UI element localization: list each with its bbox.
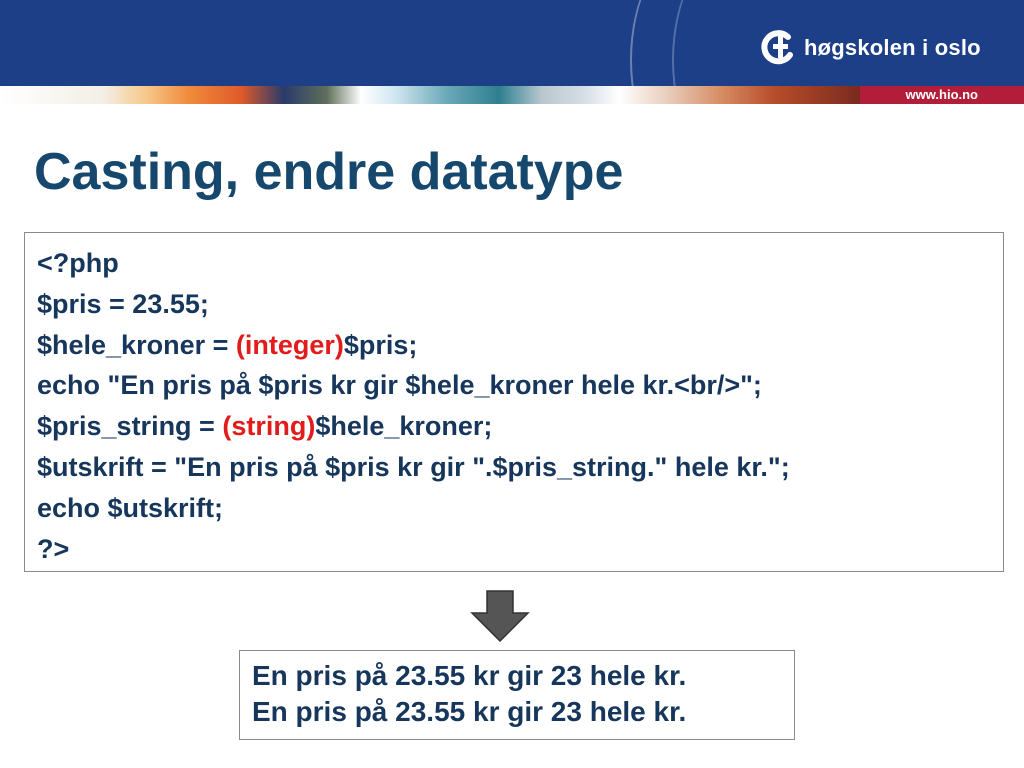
down-arrow-icon xyxy=(470,590,530,642)
decorative-stripe xyxy=(0,86,860,104)
code-line xyxy=(37,406,1003,447)
code-line: ?> xyxy=(37,533,70,564)
code-line: echo "En pris på $pris kr gir $hele_kroner hele kr.<br/>"; xyxy=(37,370,762,401)
code-text: $hele_kroner = xyxy=(37,329,236,360)
output-block xyxy=(239,650,795,740)
output-line: En pris på 23.55 kr gir 23 hele kr. xyxy=(252,660,687,691)
code-block xyxy=(24,232,1004,572)
code-line xyxy=(37,325,1003,366)
logo xyxy=(758,28,981,68)
website-url: www.hio.no xyxy=(860,86,1024,104)
code-line: <?php xyxy=(37,248,119,278)
code-text: $hele_kroner; xyxy=(315,411,493,442)
header-bar xyxy=(0,0,1024,86)
output-line: En pris på 23.55 kr gir 23 hele kr. xyxy=(252,696,687,727)
code-text: $pris_string = xyxy=(37,411,223,442)
code-line: $pris = 23.55; xyxy=(37,288,209,319)
code-line: echo $utskrift; xyxy=(37,492,224,523)
slide-title: Casting, endre datatype xyxy=(34,143,624,201)
logo-text: høgskolen i oslo xyxy=(804,35,981,60)
code-line: $utskrift = "En pris på $pris kr gir ".$pris_string." hele kr."; xyxy=(37,451,790,482)
hio-logo-icon xyxy=(758,28,798,68)
cast-keyword: (string) xyxy=(222,411,316,442)
cast-keyword: (integer) xyxy=(235,329,344,360)
code-text: $pris; xyxy=(343,329,418,360)
